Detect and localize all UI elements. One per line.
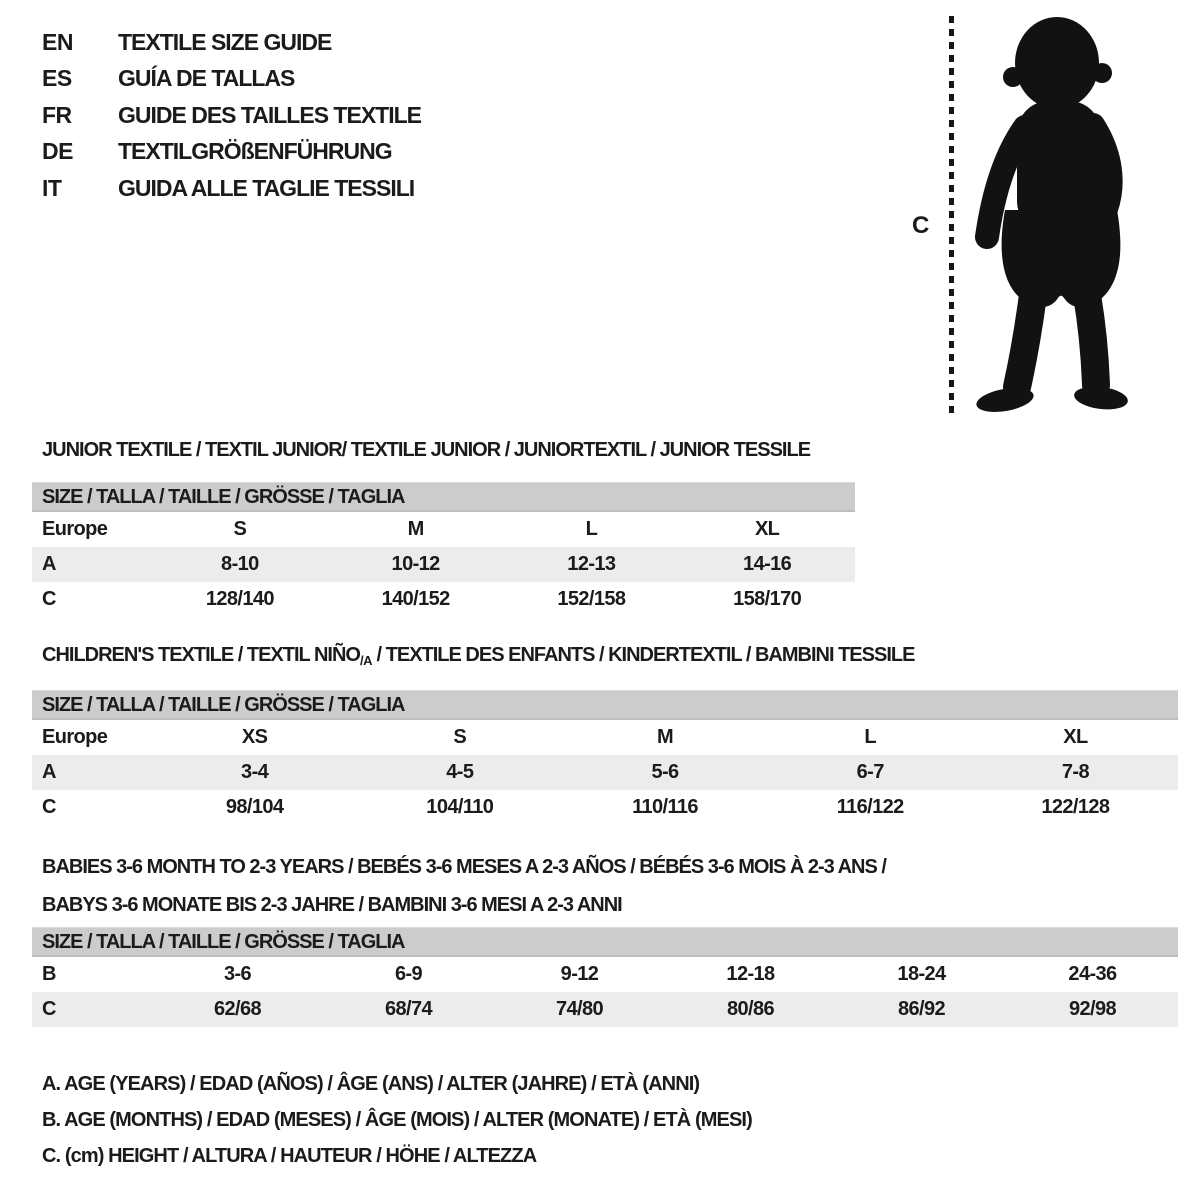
row-label: C xyxy=(42,998,56,1020)
language-title: TEXTILGRÖßENFÜHRUNG xyxy=(118,138,392,165)
value-cell: 12-18 xyxy=(726,963,775,985)
babies-size-table xyxy=(32,927,1178,1027)
value-cell: 14-16 xyxy=(743,553,792,575)
children-title-subscript: /A xyxy=(359,653,372,668)
size-cell: S xyxy=(453,726,467,748)
junior-size-table xyxy=(32,482,855,617)
language-code: EN xyxy=(42,28,73,55)
language-title-list xyxy=(42,24,421,207)
value-cell: 86/92 xyxy=(897,998,946,1020)
legend-line-a: A. AGE (YEARS) / EDAD (AÑOS) / ÂGE (ANS) / ALTER (JAHRE) / ETÀ (ANNI) xyxy=(42,1073,700,1095)
size-cell: XS xyxy=(241,726,268,748)
value-cell: 152/158 xyxy=(557,588,626,610)
row-label: A xyxy=(42,553,56,575)
toddler-silhouette-icon xyxy=(965,15,1145,415)
value-cell: 24-36 xyxy=(1068,963,1117,985)
babies-size-header-bar: SIZE / TALLA / TAILLE / GRÖSSE / TAGLIA xyxy=(32,927,1178,957)
junior-europe-row xyxy=(32,512,855,547)
language-code: DE xyxy=(42,138,73,165)
size-cell: L xyxy=(585,518,598,540)
legend xyxy=(42,1066,752,1174)
height-measure-label: C xyxy=(912,212,930,239)
height-measure-dashed-line xyxy=(949,16,954,413)
language-code: FR xyxy=(42,101,72,128)
size-cell: M xyxy=(407,518,424,540)
size-cell: S xyxy=(233,518,247,540)
children-title-part1: CHILDREN'S TEXTILE / TEXTIL NIÑO xyxy=(42,644,360,666)
babies-title-line1: BABIES 3-6 MONTH TO 2-3 YEARS / BEBÉS 3-6 MESES A 2-3 AÑOS / BÉBÉS 3-6 MOIS À 2-3 ANS / xyxy=(42,856,886,878)
region-label: Europe xyxy=(42,726,108,748)
value-cell: 110/116 xyxy=(632,796,698,818)
children-section-title xyxy=(42,642,914,674)
value-cell: 10-12 xyxy=(391,553,440,575)
value-cell: 9-12 xyxy=(560,963,599,985)
language-title: GUÍA DE TALLAS xyxy=(118,65,295,92)
language-row-it xyxy=(42,170,421,207)
children-size-table xyxy=(32,690,1178,825)
junior-size-header-bar: SIZE / TALLA / TAILLE / GRÖSSE / TAGLIA xyxy=(32,482,855,512)
value-cell: 80/86 xyxy=(726,998,775,1020)
value-cell: 3-4 xyxy=(241,761,269,783)
region-label: Europe xyxy=(42,518,108,540)
row-label: C xyxy=(42,796,56,818)
size-cell: M xyxy=(656,726,674,748)
babies-title-line2: BABYS 3-6 MONATE BIS 2-3 JAHRE / BAMBINI 3-6 MESI A 2-3 ANNI xyxy=(42,894,622,916)
junior-row-height xyxy=(32,582,855,617)
language-code: ES xyxy=(42,65,72,92)
junior-section-title: JUNIOR TEXTILE / TEXTIL JUNIOR/ TEXTILE JUNIOR / JUNIORTEXTIL / JUNIOR TESSILE xyxy=(42,439,811,461)
value-cell: 8-10 xyxy=(221,553,259,575)
children-europe-row xyxy=(32,720,1178,755)
value-cell: 116/122 xyxy=(836,796,904,818)
value-cell: 74/80 xyxy=(555,998,604,1020)
babies-section-title xyxy=(42,848,886,924)
children-row-height xyxy=(32,790,1178,825)
language-row-es xyxy=(42,61,421,98)
value-cell: 12-13 xyxy=(567,553,616,575)
value-cell: 62/68 xyxy=(213,998,262,1020)
legend-line-c: C. (cm) HEIGHT / ALTURA / HAUTEUR / HÖHE / ALTEZZA xyxy=(42,1145,537,1167)
language-row-fr xyxy=(42,97,421,134)
value-cell: 158/170 xyxy=(733,588,802,610)
babies-row-height xyxy=(32,992,1178,1027)
language-title: GUIDE DES TAILLES TEXTILE xyxy=(118,101,421,128)
value-cell: 6-9 xyxy=(394,963,423,985)
children-row-age xyxy=(32,755,1178,790)
size-cell: XL xyxy=(754,518,780,540)
junior-row-age xyxy=(32,547,855,582)
language-code: IT xyxy=(42,174,62,201)
children-size-header-bar: SIZE / TALLA / TAILLE / GRÖSSE / TAGLIA xyxy=(32,690,1178,720)
value-cell: 5-6 xyxy=(651,761,679,783)
row-label: B xyxy=(42,963,56,985)
language-title: TEXTILE SIZE GUIDE xyxy=(118,28,332,55)
language-title: GUIDA ALLE TAGLIE TESSILI xyxy=(118,174,415,201)
row-label: A xyxy=(42,761,56,783)
value-cell: 128/140 xyxy=(205,588,274,610)
value-cell: 7-8 xyxy=(1061,761,1089,783)
value-cell: 6-7 xyxy=(856,761,884,783)
value-cell: 140/152 xyxy=(381,588,450,610)
value-cell: 104/110 xyxy=(426,796,494,818)
value-cell: 98/104 xyxy=(225,796,284,818)
value-cell: 18-24 xyxy=(897,963,946,985)
size-cell: L xyxy=(864,726,877,748)
legend-line-b: B. AGE (MONTHS) / EDAD (MESES) / ÂGE (MOIS) / ALTER (MONATE) / ETÀ (MESI) xyxy=(42,1109,752,1131)
value-cell: 92/98 xyxy=(1068,998,1117,1020)
babies-row-months xyxy=(32,957,1178,992)
value-cell: 3-6 xyxy=(223,963,252,985)
language-row-en xyxy=(42,24,421,61)
size-cell: XL xyxy=(1063,726,1088,748)
children-title-part2: / TEXTILE DES ENFANTS / KINDERTEXTIL / BAMBINI TESSILE xyxy=(371,644,915,666)
value-cell: 122/128 xyxy=(1041,796,1110,818)
value-cell: 4-5 xyxy=(446,761,474,783)
value-cell: 68/74 xyxy=(384,998,433,1020)
language-row-de xyxy=(42,134,421,171)
row-label: C xyxy=(42,588,56,610)
